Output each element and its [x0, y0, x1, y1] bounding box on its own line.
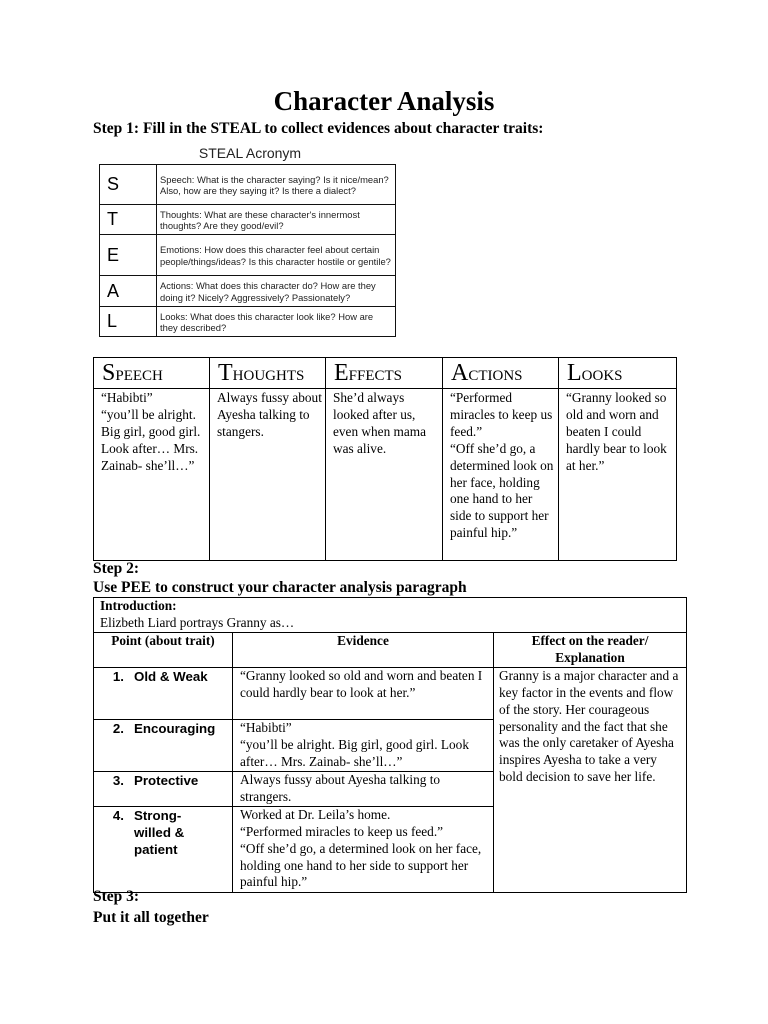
- point-header: Point (about trait): [94, 633, 233, 668]
- evidence-cell: “Granny looked so old and worn and beaten I could hardly bear to look at her.”: [233, 667, 494, 719]
- steal-letter: E: [100, 235, 157, 276]
- step3-heading: [93, 886, 209, 928]
- pee-table: [93, 597, 687, 893]
- steal-row-t: [100, 205, 396, 235]
- point-cell: 2. Encouraging: [94, 719, 233, 771]
- step2-text: Use PEE to construct your character analysis paragraph: [93, 579, 467, 596]
- evidence-cell: Worked at Dr. Leila’s home. “Performed miracles to keep us feed.” “Off she’d go, a determined look on her face, holding one hand to her side to support her painful hip.”: [233, 806, 494, 892]
- header-speech: SPEECH: [94, 358, 210, 389]
- header-thoughts: THOUGHTS: [210, 358, 326, 389]
- speech-cell: “Habibti” “you’ll be alright. Big girl, good girl. Look after… Mrs. Zainab- she’ll…”: [94, 389, 210, 561]
- actions-cell: “Performed miracles to keep us feed.” “Off she’d go, a determined look on her face, holding one hand to her side to support her painful hip.”: [443, 389, 559, 561]
- intro-label: Introduction:: [100, 598, 177, 613]
- step3-label: Step 3:: [93, 888, 140, 905]
- steal-acronym-table: [99, 164, 396, 337]
- step2-heading: [93, 559, 467, 597]
- header-actions: ACTIONS: [443, 358, 559, 389]
- looks-cell: “Granny looked so old and worn and beaten I could hardly bear to look at her.”: [559, 389, 677, 561]
- effect-cell: Granny is a major character and a key factor in the events and flow of the story. Her courageous personality and the fact that she was the only caretaker of Ayesha inspires Ayesha to take a very bold decision to save her life.: [494, 667, 687, 892]
- evidence-header: Evidence: [233, 633, 494, 668]
- point-cell: 3. Protective: [94, 771, 233, 806]
- step2-label: Step 2:: [93, 560, 140, 577]
- steal-evidence-table: [93, 357, 677, 561]
- steal-row-e: [100, 235, 396, 276]
- effects-cell: She’d always looked after us, even when mama was alive.: [326, 389, 443, 561]
- steal-description: Emotions: How does this character feel about certain people/things/ideas? Is this character hostile or gentile?: [157, 235, 396, 276]
- header-effects: EFFECTS: [326, 358, 443, 389]
- steal-description: Actions: What does this character do? How are they doing it? Nicely? Aggressively? Passionately?: [157, 276, 396, 307]
- steal-caption: STEAL Acronym: [198, 145, 302, 161]
- point-cell: 4. Strong-willed & patient: [94, 806, 233, 892]
- intro-text: Elizbeth Liard portrays Granny as…: [100, 614, 295, 630]
- steal-letter: T: [100, 205, 157, 235]
- steal-row-l: [100, 307, 396, 337]
- steal-description: Thoughts: What are these character's innermost thoughts? Are they good/evil?: [157, 205, 396, 235]
- steal-letter: S: [100, 165, 157, 205]
- steal-letter: L: [100, 307, 157, 337]
- step1-heading: Step 1: Fill in the STEAL to collect evidences about character traits:: [93, 120, 544, 137]
- step3-text: Put it all together: [93, 909, 209, 926]
- steal-description: Speech: What is the character saying? Is it nice/mean? Also, how are they saying it? Is there a dialect?: [157, 165, 396, 205]
- evidence-cell: Always fussy about Ayesha talking to strangers.: [233, 771, 494, 806]
- steal-row-a: [100, 276, 396, 307]
- page-title: Character Analysis: [273, 86, 495, 116]
- thoughts-cell: Always fussy about Ayesha talking to stangers.: [210, 389, 326, 561]
- steal-letter: A: [100, 276, 157, 307]
- steal-description: Looks: What does this character look like? How are they described?: [157, 307, 396, 337]
- header-looks: LOOKS: [559, 358, 677, 389]
- steal-row-s: [100, 165, 396, 205]
- evidence-cell: “Habibti” “you’ll be alright. Big girl, good girl. Look after… Mrs. Zainab- she’ll…”: [233, 719, 494, 771]
- point-cell: 1. Old & Weak: [94, 667, 233, 719]
- intro-row: [94, 598, 687, 633]
- effect-header: Effect on the reader/ Explanation: [494, 633, 687, 668]
